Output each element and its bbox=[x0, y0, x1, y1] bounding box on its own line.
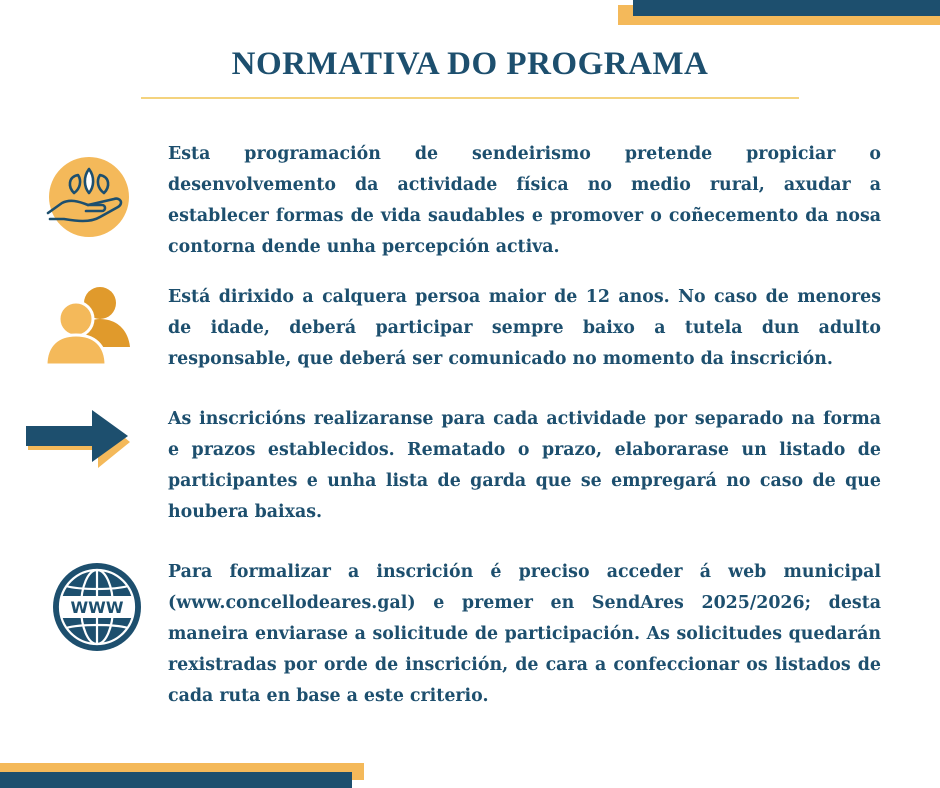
globe-www-icon bbox=[50, 560, 144, 654]
section-text: Para formalizar a inscrición é preciso acceder á web municipal (www.concellodeares.gal) e premer en SendAres 2025/2026; desta maneira enviarase a solicitude de participación. As solicitudes quedarán rexistradas por orde de inscrición, de cara a confeccionar os listados de cada ruta en base a este criterio. bbox=[168, 562, 881, 706]
title-underline bbox=[141, 97, 799, 99]
globe-label: WWW bbox=[70, 598, 124, 617]
section-text: Esta programación de sendeirismo pretende propiciar o desenvolvemento da actividade física no medio rural, axudar a establecer formas de vida saudables e promover o coñecemento da nosa contorna dende unha percepción activa. bbox=[168, 144, 881, 257]
arrow-right-icon bbox=[24, 408, 134, 470]
section-text: Está dirixido a calquera persoa maior de 12 anos. No caso de menores de idade, deberá participar sempre baixo a tutela dun adulto responsable, que deberá ser comunicado no momento da inscrición. bbox=[168, 287, 881, 369]
people-icon bbox=[42, 285, 134, 367]
top-accent-bar-blue bbox=[633, 0, 940, 16]
page-title: NORMATIVA DO PROGRAMA bbox=[231, 46, 709, 82]
bottom-accent-bar-blue bbox=[0, 772, 352, 788]
hands-leaf-icon bbox=[44, 155, 134, 239]
section-text: As inscricións realizaranse para cada actividade por separado na forma e prazos establecidos. Rematado o prazo, elaborarase un listado de participantes e unha lista de garda que se empregará no caso de que houbera baixas. bbox=[168, 409, 881, 522]
